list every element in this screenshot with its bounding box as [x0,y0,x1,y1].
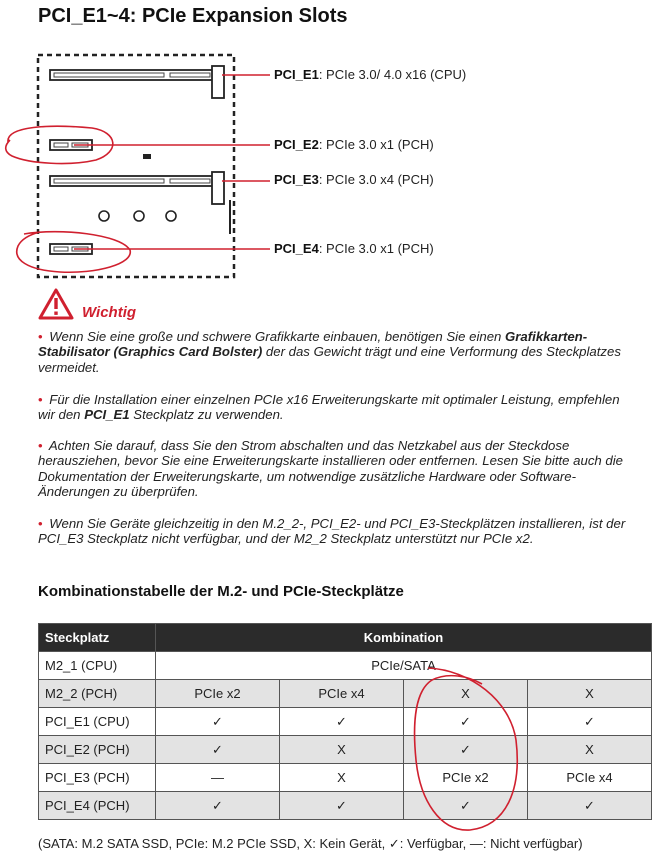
warning-icon [38,288,74,320]
table-cell: PCIe x2 [404,764,528,792]
row-label: PCI_E2 (PCH) [39,736,156,764]
table-row [39,764,652,792]
screw-hole [134,211,144,221]
table-cell: X [280,764,404,792]
table-cell: ✓ [156,792,280,820]
table-row [39,708,652,736]
screw-hole [99,211,109,221]
table-row [39,680,652,708]
table-row [39,652,652,680]
warning-note: • Achten Sie darauf, dass Sie den Strom abschalten und das Netzkabel aus der Steckdose herausziehen, bevor Sie eine Erweiterungskarte installieren oder entfernen. Lesen Sie bitte auch die Dokumentation der Erweiterungskarte, um notwendige zusätzliche Hardware oder Software-Änderungen zu überprüfen. [38,438,624,500]
warning-note: • Für die Installation einer einzelnen PCIe x16 Erweiterungskarte mit optimaler Leistung, empfehlen wir den PCI_E1 Steckplatz zu verwenden. [38,392,620,423]
table-cell: X [280,736,404,764]
small-chip [143,154,151,159]
table-cell: ✓ [156,708,280,736]
pci-e1-slot [50,66,224,98]
screw-hole [166,211,176,221]
table-cell: ✓ [404,708,528,736]
table-cell: ✓ [404,792,528,820]
header-slot: Steckplatz [39,624,156,652]
table-row [39,792,652,820]
table-cell: PCIe x4 [528,764,652,792]
table-row [39,736,652,764]
table-footnote: (SATA: M.2 SATA SSD, PCIe: M.2 PCIe SSD, X: Kein Gerät, ✓: Verfügbar, —: Nicht verfügbar) [38,836,583,851]
table-cell: ✓ [528,708,652,736]
table-cell: — [156,764,280,792]
slot-label-e4: PCI_E4: PCIe 3.0 x1 (PCH) [274,241,434,256]
row-label: M2_1 (CPU) [39,652,156,680]
table-heading: Kombinationstabelle der M.2- und PCIe-Steckplätze [38,583,404,600]
table-cell: X [404,680,528,708]
row-label: PCI_E1 (CPU) [39,708,156,736]
table-cell: ✓ [404,736,528,764]
table-cell: ✓ [280,708,404,736]
warning-note: • Wenn Sie Geräte gleichzeitig in den M.2_2-, PCI_E2- und PCI_E3-Steckplätzen installieren, ist der PCI_E3 Steckplatz nicht verfügbar, und der M2_2 Steckplatz unterstützt nur PCIe x2. [38,516,626,547]
slot-label-e2: PCI_E2: PCIe 3.0 x1 (PCH) [274,137,434,152]
table-cell: PCIe/SATA [156,652,652,680]
table-cell: X [528,736,652,764]
table-cell: ✓ [156,736,280,764]
warning-note: • Wenn Sie eine große und schwere Grafikkarte einbauen, benötigen Sie einen Grafikkarten-Stabilisator (Graphics Card Bolster) der das Gewicht trägt und eine Verformung des Steckplatzes vermeidet. [38,329,621,375]
header-combination: Kombination [156,624,652,652]
table-header-row [39,624,652,652]
row-label: PCI_E4 (PCH) [39,792,156,820]
slot-label-e3: PCI_E3: PCIe 3.0 x4 (PCH) [274,172,434,187]
combination-table [38,623,652,820]
slot-label-e1: PCI_E1: PCIe 3.0/ 4.0 x16 (CPU) [274,67,467,82]
page-title: PCI_E1~4: PCIe Expansion Slots [38,5,348,27]
row-label: PCI_E3 (PCH) [39,764,156,792]
table-cell: PCIe x2 [156,680,280,708]
warning-title: Wichtig [82,304,137,321]
table-cell: PCIe x4 [280,680,404,708]
row-label: M2_2 (PCH) [39,680,156,708]
table-cell: ✓ [528,792,652,820]
table-cell: X [528,680,652,708]
pci-e3-slot [50,172,224,204]
table-cell: ✓ [280,792,404,820]
